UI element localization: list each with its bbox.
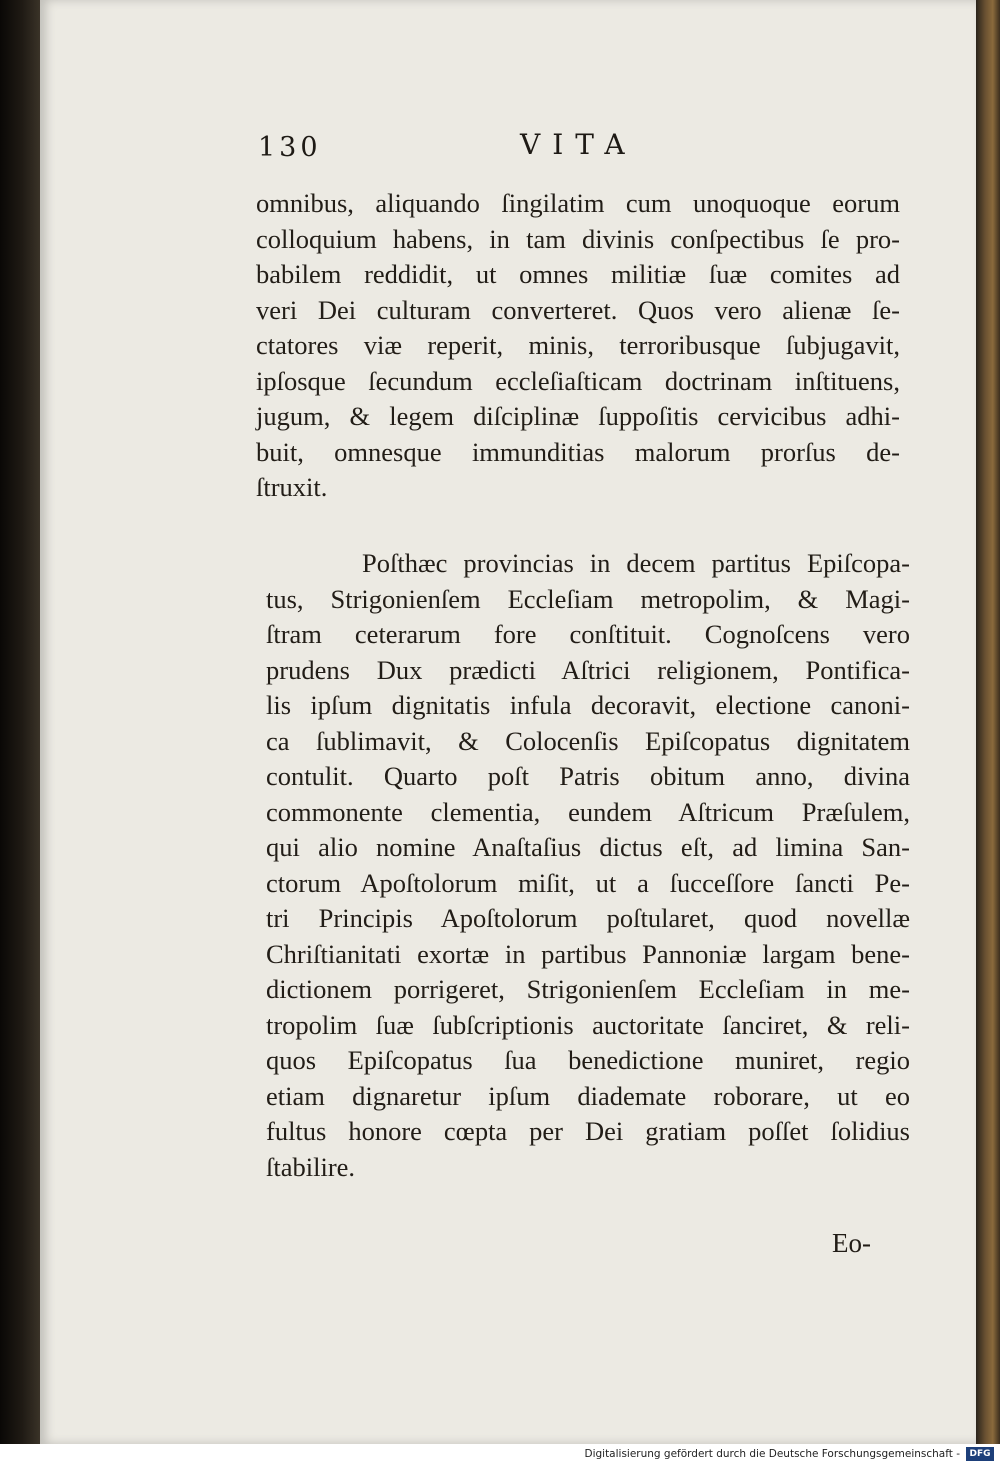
paragraph-2 xyxy=(266,546,910,1185)
text-line: contulit. Quarto poſt Patris obitum anno, divina xyxy=(266,761,910,791)
text-line: dictionem porrigeret, Strigonienſem Eccleſiam in me- xyxy=(266,974,910,1004)
text-line: ſtabilire. xyxy=(266,1151,356,1182)
dfg-logo: DFG xyxy=(966,1447,994,1461)
text-line: ctatores viæ reperit, minis, terroribusque ſubjugavit, xyxy=(256,330,900,360)
text-line: buit, omnesque immunditias malorum prorſus de- xyxy=(256,436,900,467)
text-line: babilem reddidit, ut omnes militiæ ſuæ comites ad xyxy=(256,259,900,289)
text-line: quos Epiſcopatus ſua benedictione muniret, regio xyxy=(266,1045,910,1075)
text-line: prudens Dux prædicti Aſtrici religionem, Pontifica- xyxy=(266,654,910,685)
text-line: lis ipſum dignitatis infula decoravit, electione canoni- xyxy=(266,690,910,720)
catchword: Eo- xyxy=(832,1228,871,1258)
text-line: ca ſublimavit, & Colocenſis Epiſcopatus dignitatem xyxy=(266,725,910,756)
text-line: ctorum Apoſtolorum miſit, ut a ſucceſſore ſancti Pe- xyxy=(266,867,910,898)
text-line: Chriſtianitati exortæ in partibus Pannoniæ largam bene- xyxy=(266,938,910,969)
funding-notice: Digitalisierung gefördert durch die Deutsche Forschungsgemeinschaft - xyxy=(584,1448,960,1460)
page-header xyxy=(258,128,858,168)
running-head: VITA xyxy=(520,128,637,161)
text-line: omnibus, aliquando ſingilatim cum unoquoque eorum xyxy=(256,188,900,218)
book-page xyxy=(40,0,976,1444)
text-line: veri Dei culturam converteret. Quos vero alienæ ſe- xyxy=(256,294,900,325)
text-line: tus, Strigonienſem Eccleſiam metropolim, & Magi- xyxy=(266,583,910,614)
paragraph-1 xyxy=(256,186,900,506)
text-line: ſtram ceterarum fore conſtituit. Cognoſcens vero xyxy=(266,619,910,649)
text-line: ſtruxit. xyxy=(256,472,328,502)
footer-bar xyxy=(0,1444,1000,1466)
text-line: fultus honore cœpta per Dei gratiam poſſet ſolidius xyxy=(266,1116,910,1146)
text-line: ipſosque ſecundum eccleſiaſticam doctrinam inſtituens, xyxy=(256,365,900,396)
text-line: tropolim ſuæ ſubſcriptionis auctoritate ſanciret, & reli- xyxy=(266,1009,910,1040)
text-line: tri Principis Apoſtolorum poſtularet, quod novellæ xyxy=(266,903,910,933)
text-line: Poſthæc provincias in decem partitus Epiſcopa- xyxy=(362,548,910,578)
page-edge xyxy=(976,0,1000,1444)
text-line: etiam dignaretur ipſum diademate roborare, ut eo xyxy=(266,1080,910,1111)
page-number: 130 xyxy=(258,132,322,163)
text-line: colloquium habens, in tam divinis conſpectibus ſe pro- xyxy=(256,223,900,254)
book-spine xyxy=(0,0,40,1444)
text-line: commonente clementia, eundem Aſtricum Præſulem, xyxy=(266,796,910,827)
text-line: jugum, & legem diſciplinæ ſuppoſitis cervicibus adhi- xyxy=(256,401,900,431)
text-line: qui alio nomine Anaſtaſius dictus eſt, ad limina San- xyxy=(266,832,910,862)
